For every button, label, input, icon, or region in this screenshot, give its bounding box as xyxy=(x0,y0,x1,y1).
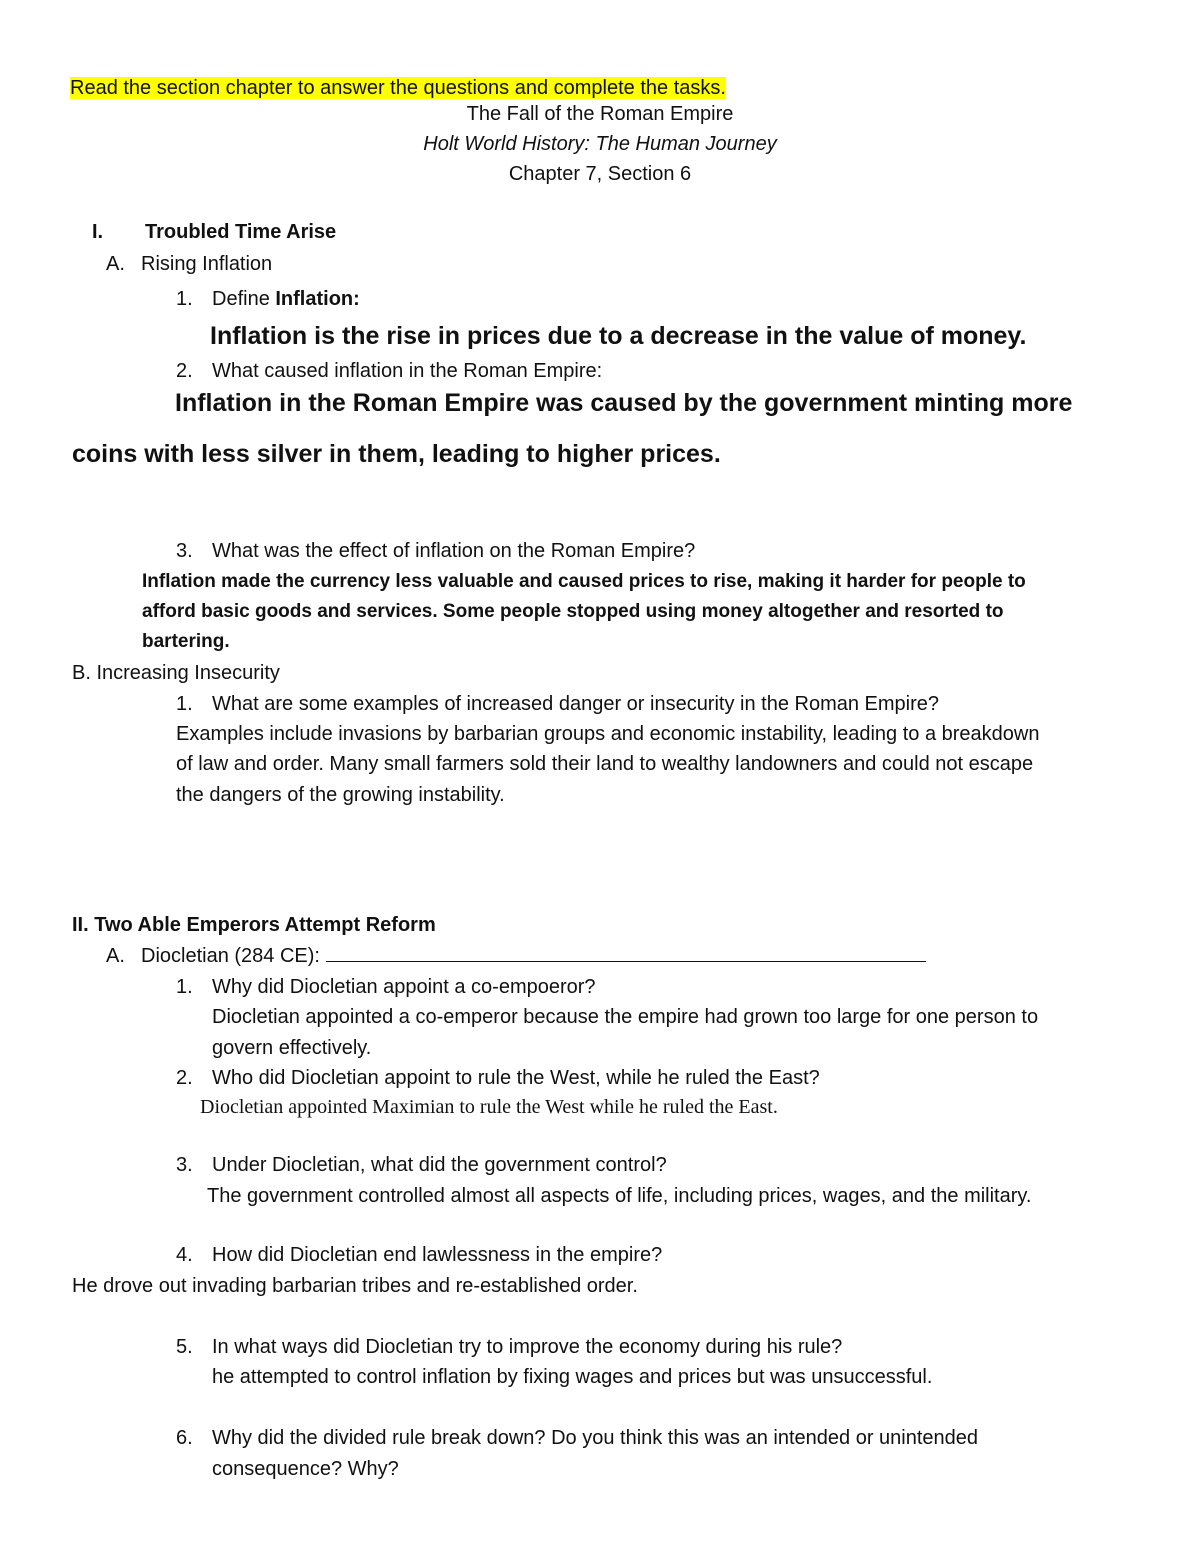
q1-answer: Inflation is the rise in prices due to a decrease in the value of money. xyxy=(210,322,1027,350)
s2-q6-number: 6. xyxy=(176,1427,193,1449)
q2-number: 2. xyxy=(176,360,193,382)
section1-b-heading: B. Increasing Insecurity xyxy=(72,662,280,684)
section1-a-heading: Rising Inflation xyxy=(141,253,273,275)
q1-term: Inflation: xyxy=(275,288,360,310)
q3-answer-line3: bartering. xyxy=(142,631,230,652)
section2-a-label: A. xyxy=(106,945,125,967)
s2-q3-question: Under Diocletian, what did the government control? xyxy=(212,1154,667,1176)
q1-number: 1. xyxy=(176,288,193,310)
s2-q2-question: Who did Diocletian appoint to rule the West, while he ruled the East? xyxy=(212,1067,820,1089)
chapter-line: Chapter 7, Section 6 xyxy=(508,163,692,185)
b1-answer-line1: Examples include invasions by barbarian groups and economic instability, leading to a breakdown xyxy=(176,723,1040,745)
section1-numeral: I. xyxy=(92,221,104,243)
s2-q1-answer-line1: Diocletian appointed a co-emperor because the empire had grown too large for one person to xyxy=(212,1006,1039,1028)
q3-number: 3. xyxy=(176,540,193,562)
b1-answer-line2: of law and order. Many small farmers sold their land to wealthy landowners and could not escape xyxy=(176,753,1034,775)
s2-q5-number: 5. xyxy=(176,1336,193,1358)
s2-q4-answer: He drove out invading barbarian tribes and re-established order. xyxy=(72,1275,638,1297)
s2-q6-question-line1: Why did the divided rule break down? Do you think this was an intended or unintended xyxy=(212,1427,979,1449)
s2-q1-answer-line2: govern effectively. xyxy=(212,1037,372,1059)
instruction-highlight: Read the section chapter to answer the questions and complete the tasks. xyxy=(70,77,726,99)
s2-q2-answer: Diocletian appointed Maximian to rule the West while he ruled the East. xyxy=(200,1096,778,1118)
q2-answer-line2: coins with less silver in them, leading to higher prices. xyxy=(72,440,721,468)
b1-question: What are some examples of increased danger or insecurity in the Roman Empire? xyxy=(212,693,940,715)
section2-a-heading: Diocletian (284 CE): xyxy=(141,945,320,967)
s2-q4-number: 4. xyxy=(176,1244,193,1266)
q3-question: What was the effect of inflation on the Roman Empire? xyxy=(212,540,696,562)
q2-answer-line1: Inflation in the Roman Empire was caused by the government minting more xyxy=(175,389,1073,417)
book-title: Holt World History: The Human Journey xyxy=(423,133,777,155)
s2-q3-number: 3. xyxy=(176,1154,193,1176)
doc-title: The Fall of the Roman Empire xyxy=(466,103,734,125)
answer-blank-line xyxy=(326,943,926,962)
q2-question: What caused inflation in the Roman Empire: xyxy=(212,360,603,382)
q3-answer-line2: afford basic goods and services. Some people stopped using money altogether and resorted to xyxy=(142,601,1004,622)
section2-a-heading-line xyxy=(141,943,926,969)
section1-heading: Troubled Time Arise xyxy=(145,221,337,243)
s2-q2-number: 2. xyxy=(176,1067,193,1089)
b1-number: 1. xyxy=(176,693,193,715)
s2-q3-answer: The government controlled almost all aspects of life, including prices, wages, and the military. xyxy=(207,1185,1032,1207)
b1-answer-line3: the dangers of the growing instability. xyxy=(176,784,505,806)
s2-q1-question: Why did Diocletian appoint a co-empoeror? xyxy=(212,976,596,998)
q1-question xyxy=(212,286,360,312)
q3-answer-line1: Inflation made the currency less valuable and caused prices to rise, making it harder for people to xyxy=(142,571,1026,592)
s2-q4-question: How did Diocletian end lawlessness in the empire? xyxy=(212,1244,663,1266)
s2-q5-question: In what ways did Diocletian try to improve the economy during his rule? xyxy=(212,1336,843,1358)
s2-q1-number: 1. xyxy=(176,976,193,998)
section1-a-label: A. xyxy=(106,253,125,275)
q1-text: Define xyxy=(212,288,276,310)
instruction-line xyxy=(70,75,726,101)
section2-heading: II. Two Able Emperors Attempt Reform xyxy=(72,914,436,936)
s2-q5-answer: he attempted to control inflation by fixing wages and prices but was unsuccessful. xyxy=(212,1366,933,1388)
s2-q6-question-line2: consequence? Why? xyxy=(212,1458,399,1480)
